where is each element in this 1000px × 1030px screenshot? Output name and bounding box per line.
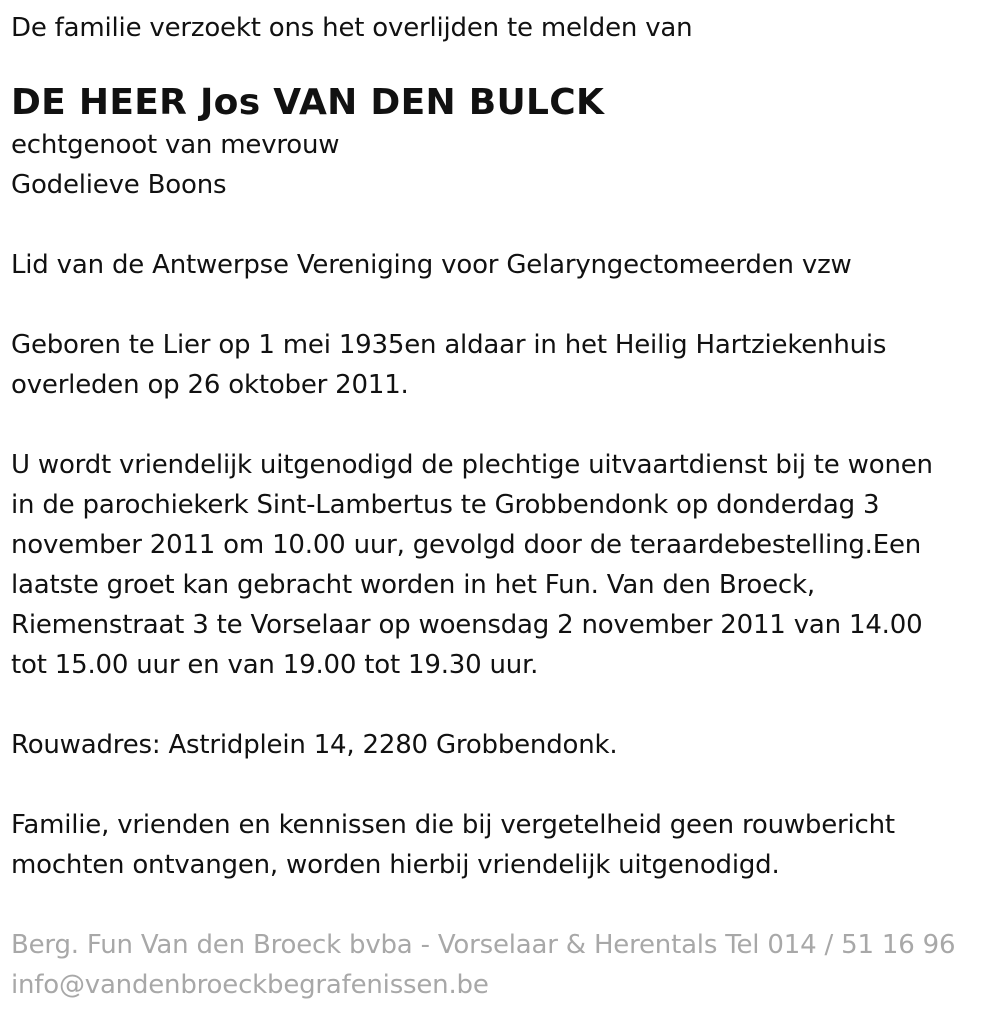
paragraph-line: U wordt vriendelijk uitgenodigd de plechtige uitvaartdienst bij te wonen	[11, 450, 933, 480]
funeral-home-email: info@vandenbroeckbegrafenissen.be	[11, 970, 489, 1000]
paragraph-line: overleden op 26 oktober 2011.	[11, 370, 409, 400]
paragraph-line: laatste groet kan gebracht worden in het Fun. Van den Broeck,	[11, 570, 815, 600]
paragraph-line: mochten ontvangen, worden hierbij vriendelijk uitgenodigd.	[11, 850, 780, 880]
closing-paragraph	[11, 805, 990, 885]
deceased-name: DE HEER Jos VAN DEN BULCK	[11, 82, 605, 123]
spouse-name: Godelieve Boons	[11, 170, 227, 200]
paragraph-line: november 2011 om 10.00 uur, gevolgd door de teraardebestelling.Een	[11, 530, 922, 560]
intro-text: De familie verzoekt ons het overlijden te melden van	[11, 13, 693, 43]
paragraph-line: Riemenstraat 3 te Vorselaar op woensdag 2 november 2011 van 14.00	[11, 610, 923, 640]
funeral-home-info: Berg. Fun Van den Broeck bvba - Vorselaar & Herentals Tel 014 / 51 16 96	[11, 930, 956, 960]
paragraph-line: Familie, vrienden en kennissen die bij vergetelheid geen rouwbericht	[11, 810, 895, 840]
membership-text: Lid van de Antwerpse Vereniging voor Gelaryngectomeerden vzw	[11, 250, 852, 280]
mourning-address: Rouwadres: Astridplein 14, 2280 Grobbendonk.	[11, 730, 618, 760]
spouse-label: echtgenoot van mevrouw	[11, 130, 340, 160]
ceremony-paragraph	[11, 445, 990, 685]
paragraph-line: Geboren te Lier op 1 mei 1935en aldaar in het Heilig Hartziekenhuis	[11, 330, 887, 360]
paragraph-line: tot 15.00 uur en van 19.00 tot 19.30 uur.	[11, 650, 539, 680]
paragraph-line: in de parochiekerk Sint-Lambertus te Grobbendonk op donderdag 3	[11, 490, 880, 520]
birth-death-paragraph	[11, 325, 990, 405]
funeral-home-footer	[11, 925, 990, 1005]
